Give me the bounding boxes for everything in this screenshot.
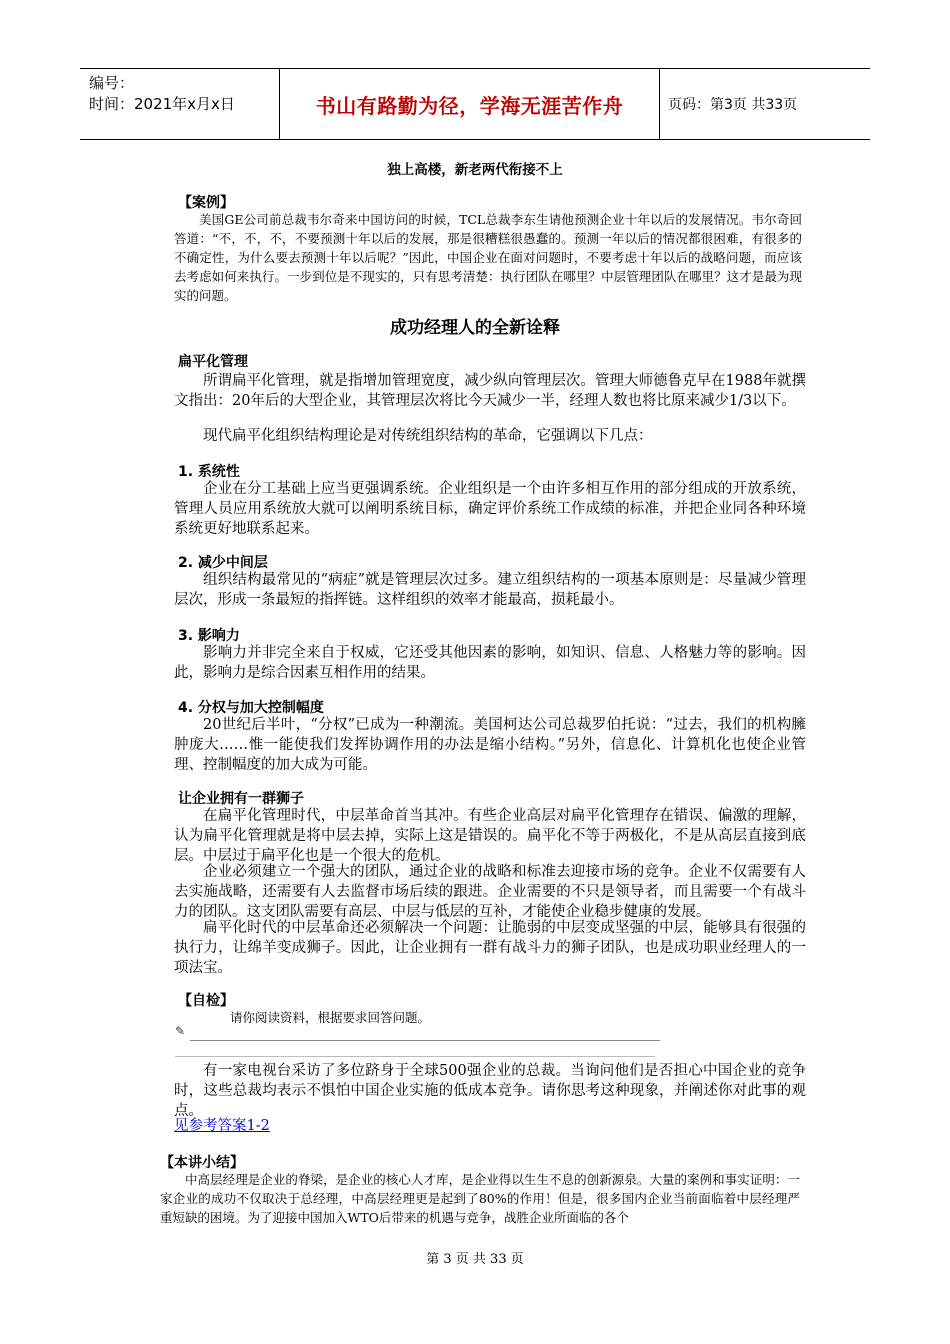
point-2-title: 2. 减少中间层 bbox=[178, 555, 268, 571]
flat-paragraph-2: 现代扁平化组织结构理论是对传统组织结构的革命，它强调以下几点： bbox=[203, 428, 653, 444]
point-1-text: 企业在分工基础上应当更强调系统。企业组织是一个由许多相互作用的部分组成的开放系统，管理人员应用系统放大就可以阐明系统目标，确定评价系统工作成绩的标准，并把企业同各种环境系统更好地联系起来。 bbox=[174, 481, 806, 537]
answer-line-2 bbox=[175, 1056, 655, 1057]
lion-paragraph-3: 扁平化时代的中层革命还必须解决一个问题：让脆弱的中层变成坚强的中层，能够具有很强的执行力，让绵羊变成狮子。因此，让企业拥有一群有战斗力的狮子团队，也是成功职业经理人的一项法宝。 bbox=[174, 920, 806, 976]
point-3-title: 3. 影响力 bbox=[178, 628, 240, 644]
header-left-cell bbox=[80, 69, 280, 139]
flat-heading: 扁平化管理 bbox=[178, 354, 248, 370]
summary-text: 中高层经理是企业的脊梁，是企业的核心人才库，是企业得以生生不息的创新源泉。大量的案例和事实证明：一家企业的成功不仅取决于总经理，中高层经理更是起到了80%的作用！但是，很多国内企业当前面临着中层经理严重短缺的困境。为了迎接中国加入WTO后带来的机遇与竞争，战胜企业所面临的各个 bbox=[160, 1172, 800, 1225]
case-text: 美国GE公司前总裁韦尔奇来中国访问的时候，TCL总裁李东生请他预测企业十年以后的发展情况。韦尔奇回答道：“不，不，不，不要预测十年以后的发展，那是很糟糕很愚蠢的。预测一年以后的情况都很困难，有很多的不确定性，为什么要去预测十年以后呢？”因此，中国企业在面对问题时，不要考虑十年以后的战略问题，而应该去考虑如何来执行。一步到位是不现实的，只有思考清楚：执行团队在哪里？中层管理团队在哪里？这才是最为现实的问题。 bbox=[174, 212, 802, 303]
lion-paragraph-1: 在扁平化管理时代，中层革命首当其冲。有些企业高层对扁平化管理存在错误、偏激的理解，认为扁平化管理就是将中层去掉，实际上这是错误的。扁平化不等于两极化，不是从高层直接到底层。中层过于扁平化也是一个很大的危机。 bbox=[174, 808, 806, 864]
document-header bbox=[80, 68, 870, 140]
case-label: 【案例】 bbox=[178, 195, 234, 211]
page-footer: 第 3 页 共 33 页 bbox=[426, 1252, 524, 1267]
point-2-text: 组织结构最常见的“病症”就是管理层次过多。建立组织结构的一项基本原则是：尽量减少管理层次，形成一条最短的指挥链。这样组织的效率才能最高，损耗最小。 bbox=[174, 572, 806, 608]
flat-paragraph-1: 所谓扁平化管理，就是指增加管理宽度，减少纵向管理层次。管理大师德鲁克早在1988年就撰文指出：20年后的大型企业，其管理层次将比今天减少一半，经理人数也将比原来减少1/3以下。 bbox=[174, 373, 806, 409]
time-label: 时间：2021年x月x日 bbox=[89, 95, 235, 113]
selfcheck-label: 【自检】 bbox=[178, 993, 234, 1009]
lion-heading: 让企业拥有一群狮子 bbox=[178, 791, 304, 807]
lion-paragraph-2: 企业必须建立一个强大的团队，通过企业的战略和标准去迎接市场的竞争。企业不仅需要有人去实施战略，还需要有人去监督市场后续的跟进。企业需要的不只是领导者，而且需要一个有战斗力的团队。这支团队需要有高层、中层与低层的互补，才能使企业稳步健康的发展。 bbox=[174, 864, 806, 920]
answer-reference-link[interactable]: 见参考答案1-2 bbox=[174, 1118, 270, 1134]
pencil-icon: ✎ bbox=[175, 1024, 186, 1038]
section-title: 成功经理人的全新诠释 bbox=[390, 318, 560, 338]
answer-line bbox=[190, 1040, 660, 1041]
point-3-text: 影响力并非完全来自于权威，它还受其他因素的影响，如知识、信息、人格魅力等的影响。因此，影响力是综合因素互相作用的结果。 bbox=[174, 645, 806, 681]
point-1-title: 1. 系统性 bbox=[178, 464, 240, 480]
summary-label: 【本讲小结】 bbox=[160, 1155, 244, 1171]
header-motto: 书山有路勤为径，学海无涯苦作舟 bbox=[280, 69, 660, 139]
header-page-info: 页码：第3页 共33页 bbox=[668, 97, 798, 113]
point-4-text: 20世纪后半叶，“分权”已成为一种潮流。美国柯达公司总裁罗伯托说：“过去，我们的机构臃肿庞大……惟一能使我们发挥协调作用的办法是缩小结构。”另外，信息化、计算机化也使企业管理、控制幅度的加大成为可能。 bbox=[174, 717, 806, 773]
case-title: 独上高楼，新老两代衔接不上 bbox=[387, 162, 563, 178]
point-4-title: 4. 分权与加大控制幅度 bbox=[178, 700, 324, 716]
selfcheck-question: 有一家电视台采访了多位跻身于全球500强企业的总裁。当询问他们是否担心中国企业的竞争时，这些总裁均表示不惧怕中国企业实施的低成本竞争。请你思考这种现象，并阐述你对此事的观点。 bbox=[174, 1063, 806, 1119]
number-label: 编号： bbox=[89, 74, 135, 92]
selfcheck-instruction: 请你阅读资料，根据要求回答问题。 bbox=[230, 1010, 431, 1025]
